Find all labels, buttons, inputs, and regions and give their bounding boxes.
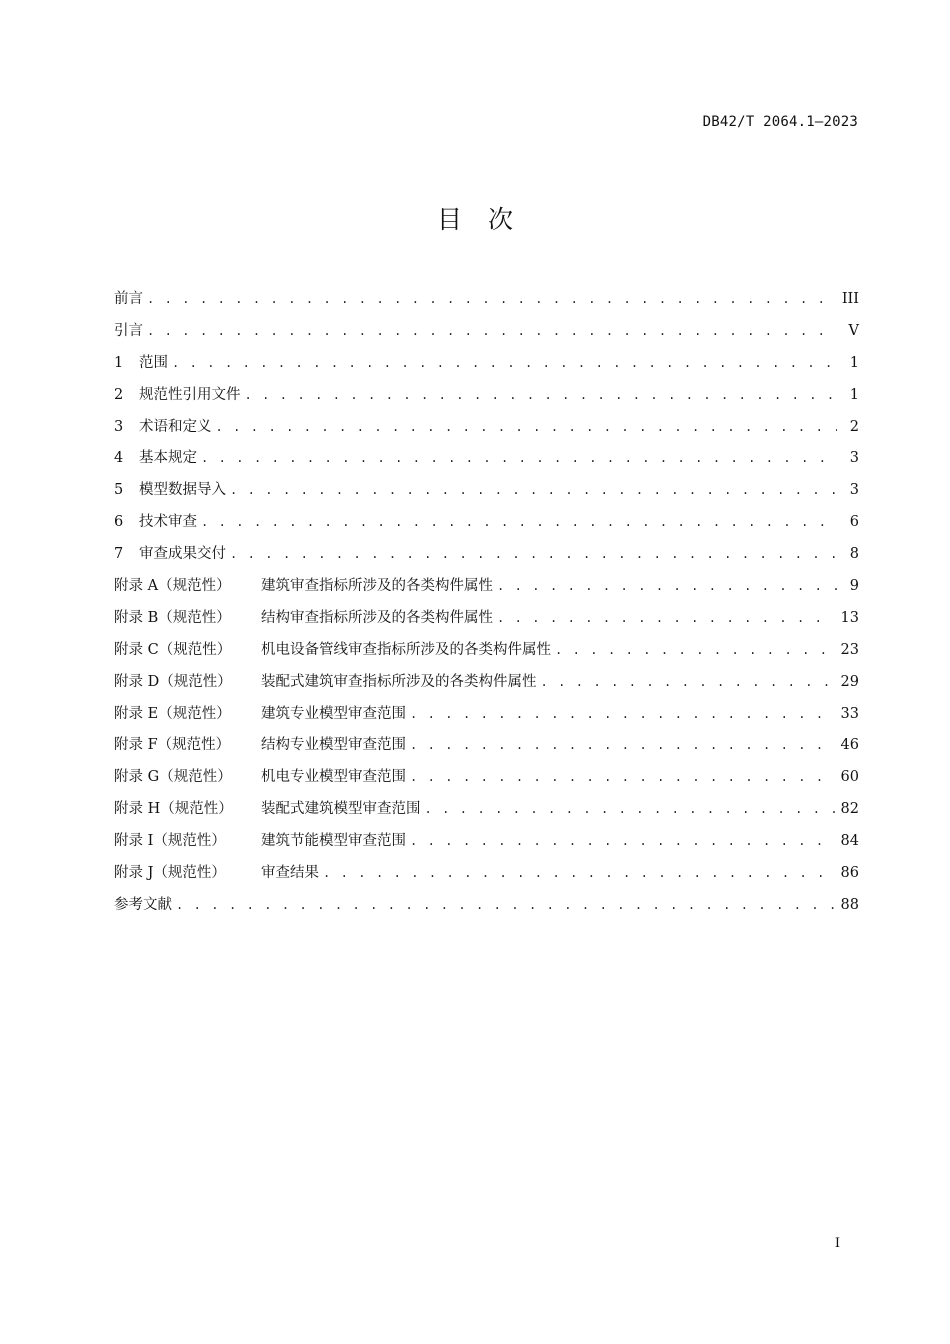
- toc-leader-dots: [323, 858, 835, 890]
- toc-entry-introduction[interactable]: [114, 316, 859, 348]
- toc-entry-appendix-prefix: 附录 D（规范性）: [114, 673, 232, 690]
- toc-entry-label: 参考文献: [114, 896, 172, 913]
- toc-title-part2: 次: [488, 205, 514, 234]
- toc-entry-appendix-e[interactable]: [114, 699, 859, 731]
- toc-entry-label: 审查结果: [261, 865, 319, 882]
- toc-entry-page: 1: [849, 354, 859, 371]
- toc-entry-appendix-prefix: 附录 G（规范性）: [114, 769, 232, 786]
- toc-entry-label: 范围: [139, 354, 168, 371]
- toc-entry-label: 结构专业模型审查范围: [261, 737, 406, 754]
- toc-entry-appendix-j[interactable]: [114, 858, 859, 890]
- toc-entry-preface[interactable]: [114, 284, 859, 316]
- toc-entry-page: 3: [849, 482, 859, 499]
- toc-entry-appendix-prefix: 附录 C（规范性）: [114, 641, 232, 658]
- toc-entry-appendix-d[interactable]: [114, 667, 859, 699]
- toc-entry-number: 1: [114, 354, 124, 371]
- toc-entry-page: 82: [840, 801, 859, 818]
- toc-entry-section-2[interactable]: [114, 380, 859, 412]
- toc-entry-section-4[interactable]: [114, 443, 859, 475]
- toc-entry-appendix-a[interactable]: [114, 571, 859, 603]
- toc-leader-dots: [230, 539, 837, 571]
- toc-entry-section-5[interactable]: [114, 475, 859, 507]
- toc-entry-section-3[interactable]: [114, 412, 859, 444]
- toc-entry-label: 基本规定: [139, 450, 197, 467]
- toc-leader-dots: [201, 443, 837, 475]
- toc-entry-number: 4: [114, 450, 124, 467]
- toc-entry-page: 8: [849, 546, 859, 563]
- toc-entry-references[interactable]: [114, 890, 859, 922]
- toc-entry-label: 引言: [114, 322, 143, 339]
- document-code: DB42/T 2064.1—2023: [702, 114, 858, 130]
- toc-entry-appendix-prefix: 附录 B（规范性）: [114, 609, 231, 626]
- toc-leader-dots: [410, 826, 835, 858]
- page-number: I: [834, 1236, 840, 1251]
- toc-entry-page: 9: [849, 578, 859, 595]
- toc-entry-page: 29: [840, 673, 859, 690]
- toc-entry-page: 88: [840, 896, 859, 913]
- toc-leader-dots: [410, 699, 835, 731]
- toc-entry-appendix-prefix: 附录 H（规范性）: [114, 801, 233, 818]
- toc-entry-number: 5: [114, 482, 124, 499]
- toc-leader-dots: [176, 890, 835, 922]
- toc-entry-number: 3: [114, 418, 124, 435]
- toc-leader-dots: [147, 316, 837, 348]
- toc-entry-label: 模型数据导入: [139, 482, 226, 499]
- toc-entry-appendix-prefix: 附录 I（规范性）: [114, 833, 226, 850]
- toc-entry-page: 84: [840, 833, 859, 850]
- toc-entry-page: 33: [840, 705, 859, 722]
- toc-entry-page: 2: [849, 418, 859, 435]
- toc-entry-appendix-b[interactable]: [114, 603, 859, 635]
- toc-entry-appendix-h[interactable]: [114, 794, 859, 826]
- toc-list: [114, 284, 859, 922]
- toc-entry-appendix-prefix: 附录 A（规范性）: [114, 578, 231, 595]
- toc-leader-dots: [201, 507, 837, 539]
- toc-entry-section-6[interactable]: [114, 507, 859, 539]
- toc-entry-page: 3: [849, 450, 859, 467]
- toc-entry-page: III: [841, 291, 859, 307]
- toc-entry-appendix-c[interactable]: [114, 635, 859, 667]
- toc-entry-page: 6: [849, 514, 859, 531]
- toc-entry-number: 2: [114, 386, 124, 403]
- toc-entry-section-1[interactable]: [114, 348, 859, 380]
- toc-entry-label: 前言: [114, 291, 143, 307]
- toc-entry-page: V: [848, 322, 859, 339]
- toc-entry-label: 机电设备管线审查指标所涉及的各类构件属性: [261, 641, 551, 658]
- toc-entry-label: 结构审查指标所涉及的各类构件属性: [261, 609, 493, 626]
- toc-entry-appendix-i[interactable]: [114, 826, 859, 858]
- toc-leader-dots: [172, 348, 837, 380]
- toc-entry-label: 建筑专业模型审查范围: [261, 705, 406, 722]
- toc-entry-appendix-prefix: 附录 F（规范性）: [114, 737, 231, 754]
- toc-entry-page: 1: [849, 386, 859, 403]
- toc-leader-dots: [555, 635, 835, 667]
- toc-entry-page: 60: [840, 769, 859, 786]
- toc-leader-dots: [541, 667, 835, 699]
- toc-leader-dots: [230, 475, 837, 507]
- toc-leader-dots: [410, 762, 835, 794]
- toc-entry-label: 技术审查: [139, 514, 197, 531]
- toc-entry-page: 86: [840, 865, 859, 882]
- toc-entry-page: 23: [840, 641, 859, 658]
- toc-title-part1: 目: [436, 205, 462, 234]
- toc-entry-number: 7: [114, 546, 124, 563]
- toc-entry-appendix-g[interactable]: [114, 762, 859, 794]
- toc-leader-dots: [245, 380, 838, 412]
- toc-entry-page: 46: [840, 737, 859, 754]
- toc-entry-label: 建筑审查指标所涉及的各类构件属性: [261, 578, 493, 595]
- toc-leader-dots: [497, 571, 837, 603]
- toc-leader-dots: [497, 603, 835, 635]
- toc-entry-label: 装配式建筑审查指标所涉及的各类构件属性: [261, 673, 537, 690]
- toc-entry-appendix-prefix: 附录 J（规范性）: [114, 865, 226, 882]
- toc-entry-label: 规范性引用文件: [139, 386, 241, 403]
- toc-entry-appendix-f[interactable]: [114, 730, 859, 762]
- toc-entry-section-7[interactable]: [114, 539, 859, 571]
- toc-entry-number: 6: [114, 514, 124, 531]
- toc-entry-label: 机电专业模型审查范围: [261, 769, 406, 786]
- toc-leader-dots: [216, 412, 838, 444]
- toc-entry-appendix-prefix: 附录 E（规范性）: [114, 705, 231, 722]
- toc-leader-dots: [147, 284, 836, 316]
- toc-entry-label: 术语和定义: [139, 418, 212, 435]
- toc-title: [0, 200, 950, 236]
- toc-entry-label: 建筑节能模型审查范围: [261, 833, 406, 850]
- toc-leader-dots: [425, 794, 835, 826]
- toc-entry-page: 13: [840, 609, 859, 626]
- toc-entry-label: 审查成果交付: [139, 546, 226, 563]
- toc-entry-label: 装配式建筑模型审查范围: [261, 801, 421, 818]
- toc-leader-dots: [410, 730, 835, 762]
